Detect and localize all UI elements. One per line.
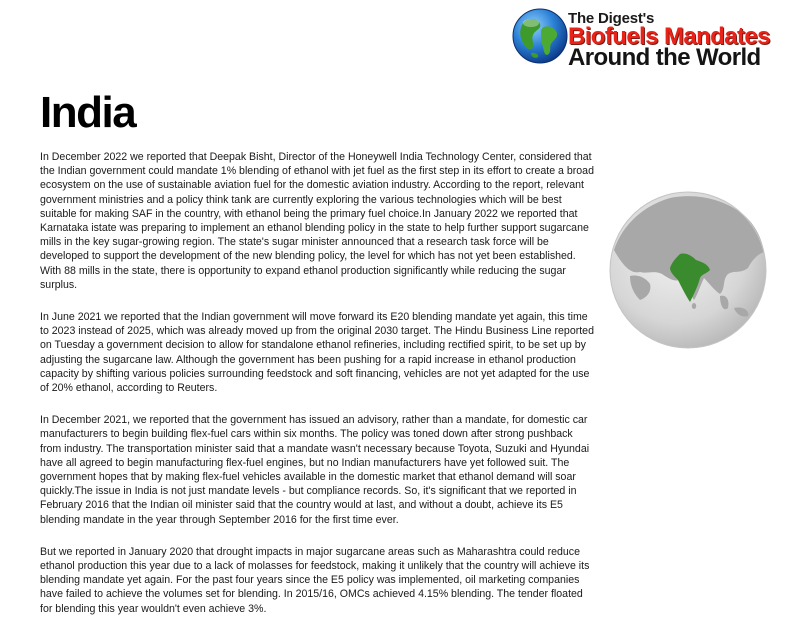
article-body	[40, 150, 596, 634]
paragraph-4: But we reported in January 2020 that drought impacts in major sugarcane areas such as Maharashtra could reduce ethanol production this year due to a lack of molasses for feedstock, making it unlikely that the country will achieve its blending mandate yet again. For the past four years since the E5 policy was implemented, oil marketing companies have failed to achieve the volumes set for blending. In 2015/16, OMCs achieved 4.15% blending. The tender floated for blending this year wouldn't even achieve 3%.	[40, 545, 590, 615]
india-globe-map	[608, 190, 768, 350]
page-title: India	[40, 88, 136, 137]
header-logo	[511, 6, 793, 78]
paragraph-1: In December 2022 we reported that Deepak Bisht, Director of the Honeywell India Technology Center, considered that the Indian government could mandate 1% blending of ethanol with jet fuel as the first step in its effort to create a broad ecosystem on the use of sustainable aviation fuel for the domestic aviation industry. According to the report, relevant government ministries and a policy think tank are currently exploring the various technologies which will be best suitable for making SAF in the country, with ethanol being the primary fuel choice.In January 2022 we reported that Karnataka istate was preparing to implement an ethanol blending policy in the state to help further support sugarcane mills in the key sugar-growing region. The state's sugar minister announced that a research task force will be developed to support the development of the new blending policy, the level for which has not yet been established. With 88 mills in the state, there is opportunity to expand ethanol production significantly while reducing the sugar surplus.	[40, 151, 594, 291]
paragraph-3: In December 2021, we reported that the government has issued an advisory, rather than a mandate, for domestic car manufacturers to begin building flex-fuel cars within six months. The policy was toned down after strong pushback from industry. The transportation minister said that a mandate wasn't necessary because Toyota, Suzuki and Hyundai have all agreed to begin manufacturing flex-fuel engines, but no Indian manufacturers have yet followed suit. The government hopes that by making flex-fuel vehicles available in the domestic market that ethanol demand will soar quickly.The issue in India is not just mandate levels - but compliance records. So, it's significant that we reported in February 2016 that the Indian oil minister said that the country would at last, and without a doubt, achieve its E5 blending mandate in the year through September 2016 for the first time ever.	[40, 414, 590, 526]
logo-line-2: Biofuels Mandates	[568, 23, 770, 50]
globe-logo-icon	[511, 7, 569, 65]
logo-line-3: Around the World	[568, 44, 761, 71]
paragraph-2: In June 2021 we reported that the Indian government will move forward its E20 blending mandate yet again, this time to 2023 instead of 2025, which was already moved up from the original 2030 target. The Hindu Business Line reported on Tuesday a government decision to allow for standalone ethanol refineries, including rectified spirit, to be set up by adjusting the sugarcane law. Although the government has been pushing for a rapid increase in ethanol production capacity by shifting various policies surrounding feedstock and soft financing, vehicles are not yet adapted for the use of 20% ethanol, according to Reuters.	[40, 311, 594, 395]
sri-lanka-landmass	[692, 303, 696, 309]
logo-line-1: The Digest's	[568, 10, 655, 27]
